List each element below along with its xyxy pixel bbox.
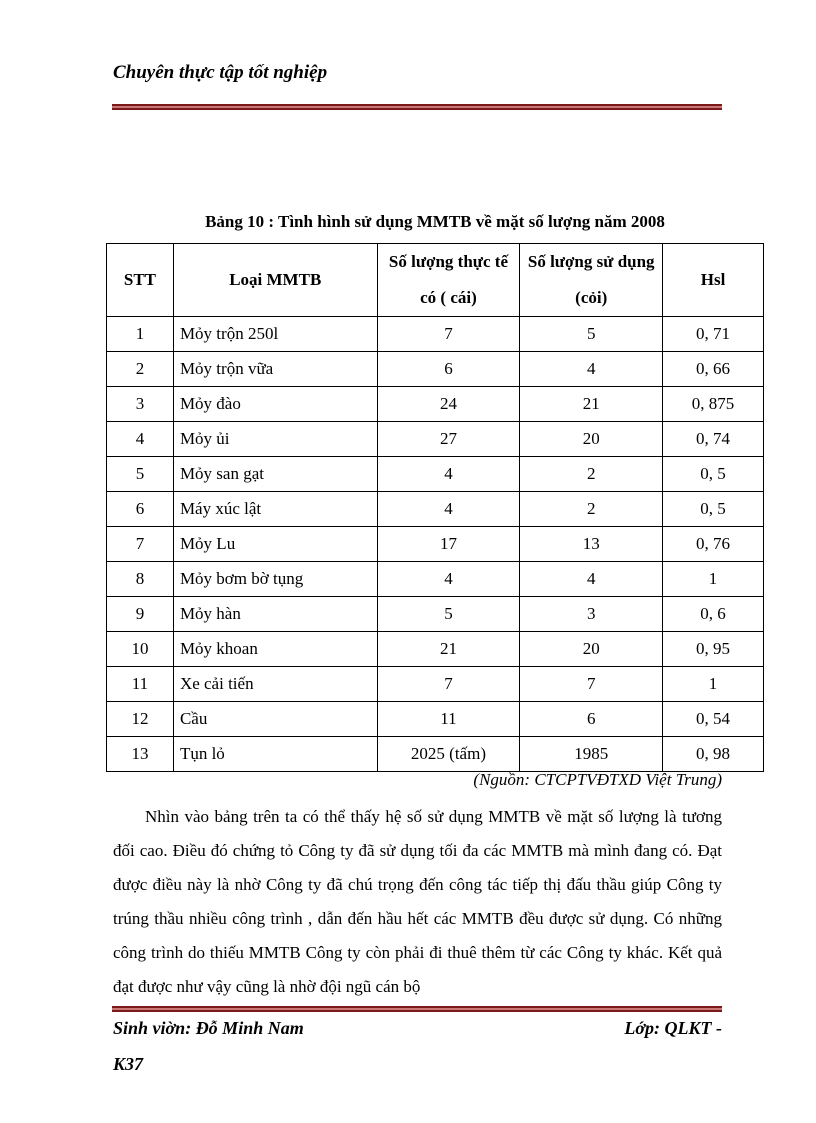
cell-actual: 4 [377, 492, 520, 527]
cell-actual: 27 [377, 422, 520, 457]
cell-hsl: 1 [663, 667, 764, 702]
table-body [107, 317, 764, 772]
body-paragraph: Nhìn vào bảng trên ta có thể thấy hệ số sử dụng MMTB về mặt số lượng là tương đối cao. Điều đó chứng tỏ Công ty đã sử dụng tối đa các MMTB mà mình đang có. Đạt được điều này là nhờ Công ty đã chú trọng đến công tác tiếp thị đấu thầu giúp Công ty trúng thầu nhiều công trình , dẫn đến hầu hết các MMTB đều được sử dụng. Có những công trình do thiếu MMTB Công ty còn phải đi thuê thêm từ các Công ty khác. Kết quả đạt được như vậy cũng là nhờ đội ngũ cán bộ [113, 807, 722, 996]
cell-stt: 7 [107, 527, 174, 562]
footer-student: Sinh viờn: Đỗ Minh Nam [113, 1018, 304, 1038]
cell-used: 6 [520, 702, 663, 737]
cell-type: Mỏy khoan [173, 632, 377, 667]
cell-hsl: 0, 66 [663, 352, 764, 387]
cell-stt: 4 [107, 422, 174, 457]
cell-hsl: 0, 71 [663, 317, 764, 352]
cell-hsl: 0, 5 [663, 492, 764, 527]
cell-actual: 5 [377, 597, 520, 632]
cell-type: Cầu [173, 702, 377, 737]
cell-hsl: 0, 5 [663, 457, 764, 492]
cell-used: 4 [520, 352, 663, 387]
cell-type: Mỏy trộn vữa [173, 352, 377, 387]
cell-type: Mỏy bơm bờ tụng [173, 562, 377, 597]
cell-type: Máy xúc lật [173, 492, 377, 527]
cell-type: Mỏy hàn [173, 597, 377, 632]
table-row [107, 352, 764, 387]
table-row [107, 597, 764, 632]
cell-stt: 9 [107, 597, 174, 632]
cell-stt: 8 [107, 562, 174, 597]
table-row [107, 527, 764, 562]
cell-hsl: 0, 6 [663, 597, 764, 632]
cell-stt: 13 [107, 737, 174, 772]
equipment-usage-table [106, 243, 764, 772]
cell-used: 21 [520, 387, 663, 422]
col-header-stt: STT [107, 244, 174, 317]
cell-type: Tụn lỏ [173, 737, 377, 772]
cell-used: 3 [520, 597, 663, 632]
header-divider [112, 104, 722, 110]
col-header-hsl: Hsl [663, 244, 764, 317]
table-row [107, 457, 764, 492]
cell-hsl: 0, 76 [663, 527, 764, 562]
col-header-used: Số lượng sử dụng (cỏi) [520, 244, 663, 317]
cell-used: 2 [520, 457, 663, 492]
cell-actual: 17 [377, 527, 520, 562]
cell-used: 20 [520, 632, 663, 667]
cell-hsl: 1 [663, 562, 764, 597]
cell-actual: 21 [377, 632, 520, 667]
cell-used: 5 [520, 317, 663, 352]
cell-used: 13 [520, 527, 663, 562]
cell-type: Mỏy ủi [173, 422, 377, 457]
cell-stt: 11 [107, 667, 174, 702]
cell-actual: 7 [377, 667, 520, 702]
cell-type: Mỏy đào [173, 387, 377, 422]
cell-stt: 2 [107, 352, 174, 387]
footer-class: Lớp: QLKT - [624, 1018, 722, 1038]
cell-used: 7 [520, 667, 663, 702]
cell-stt: 5 [107, 457, 174, 492]
cell-stt: 12 [107, 702, 174, 737]
cell-type: Mỏy trộn 250l [173, 317, 377, 352]
cell-type: Mỏy Lu [173, 527, 377, 562]
cell-hsl: 0, 875 [663, 387, 764, 422]
cell-actual: 4 [377, 562, 520, 597]
cell-hsl: 0, 95 [663, 632, 764, 667]
table-row [107, 422, 764, 457]
cell-actual: 7 [377, 317, 520, 352]
table-row [107, 702, 764, 737]
table-header-row [107, 244, 764, 317]
table-row [107, 492, 764, 527]
cell-hsl: 0, 98 [663, 737, 764, 772]
cell-type: Mỏy san gạt [173, 457, 377, 492]
cell-stt: 3 [107, 387, 174, 422]
cell-used: 1985 [520, 737, 663, 772]
page-header-title: Chuyên thực tập tốt nghiệp [113, 62, 328, 83]
table-row [107, 317, 764, 352]
table-row [107, 667, 764, 702]
table-row [107, 737, 764, 772]
table-caption: Bảng 10 : Tình hình sử dụng MMTB về mặt số lượng năm 2008 [205, 212, 665, 231]
table-row [107, 632, 764, 667]
cell-used: 2 [520, 492, 663, 527]
cell-stt: 10 [107, 632, 174, 667]
table-source: (Nguồn: CTCPTVĐTXD Việt Trung) [473, 770, 722, 789]
col-header-type: Loại MMTB [173, 244, 377, 317]
table-row [107, 562, 764, 597]
cell-actual: 24 [377, 387, 520, 422]
footer-class-continued: K37 [113, 1054, 144, 1074]
cell-hsl: 0, 54 [663, 702, 764, 737]
cell-used: 20 [520, 422, 663, 457]
cell-used: 4 [520, 562, 663, 597]
cell-actual: 11 [377, 702, 520, 737]
cell-actual: 4 [377, 457, 520, 492]
cell-stt: 1 [107, 317, 174, 352]
cell-hsl: 0, 74 [663, 422, 764, 457]
table-row [107, 387, 764, 422]
cell-actual: 6 [377, 352, 520, 387]
col-header-actual: Số lượng thực tế có ( cái) [377, 244, 520, 317]
cell-stt: 6 [107, 492, 174, 527]
footer-divider [112, 1006, 722, 1012]
cell-actual: 2025 (tấm) [377, 737, 520, 772]
cell-type: Xe cải tiến [173, 667, 377, 702]
